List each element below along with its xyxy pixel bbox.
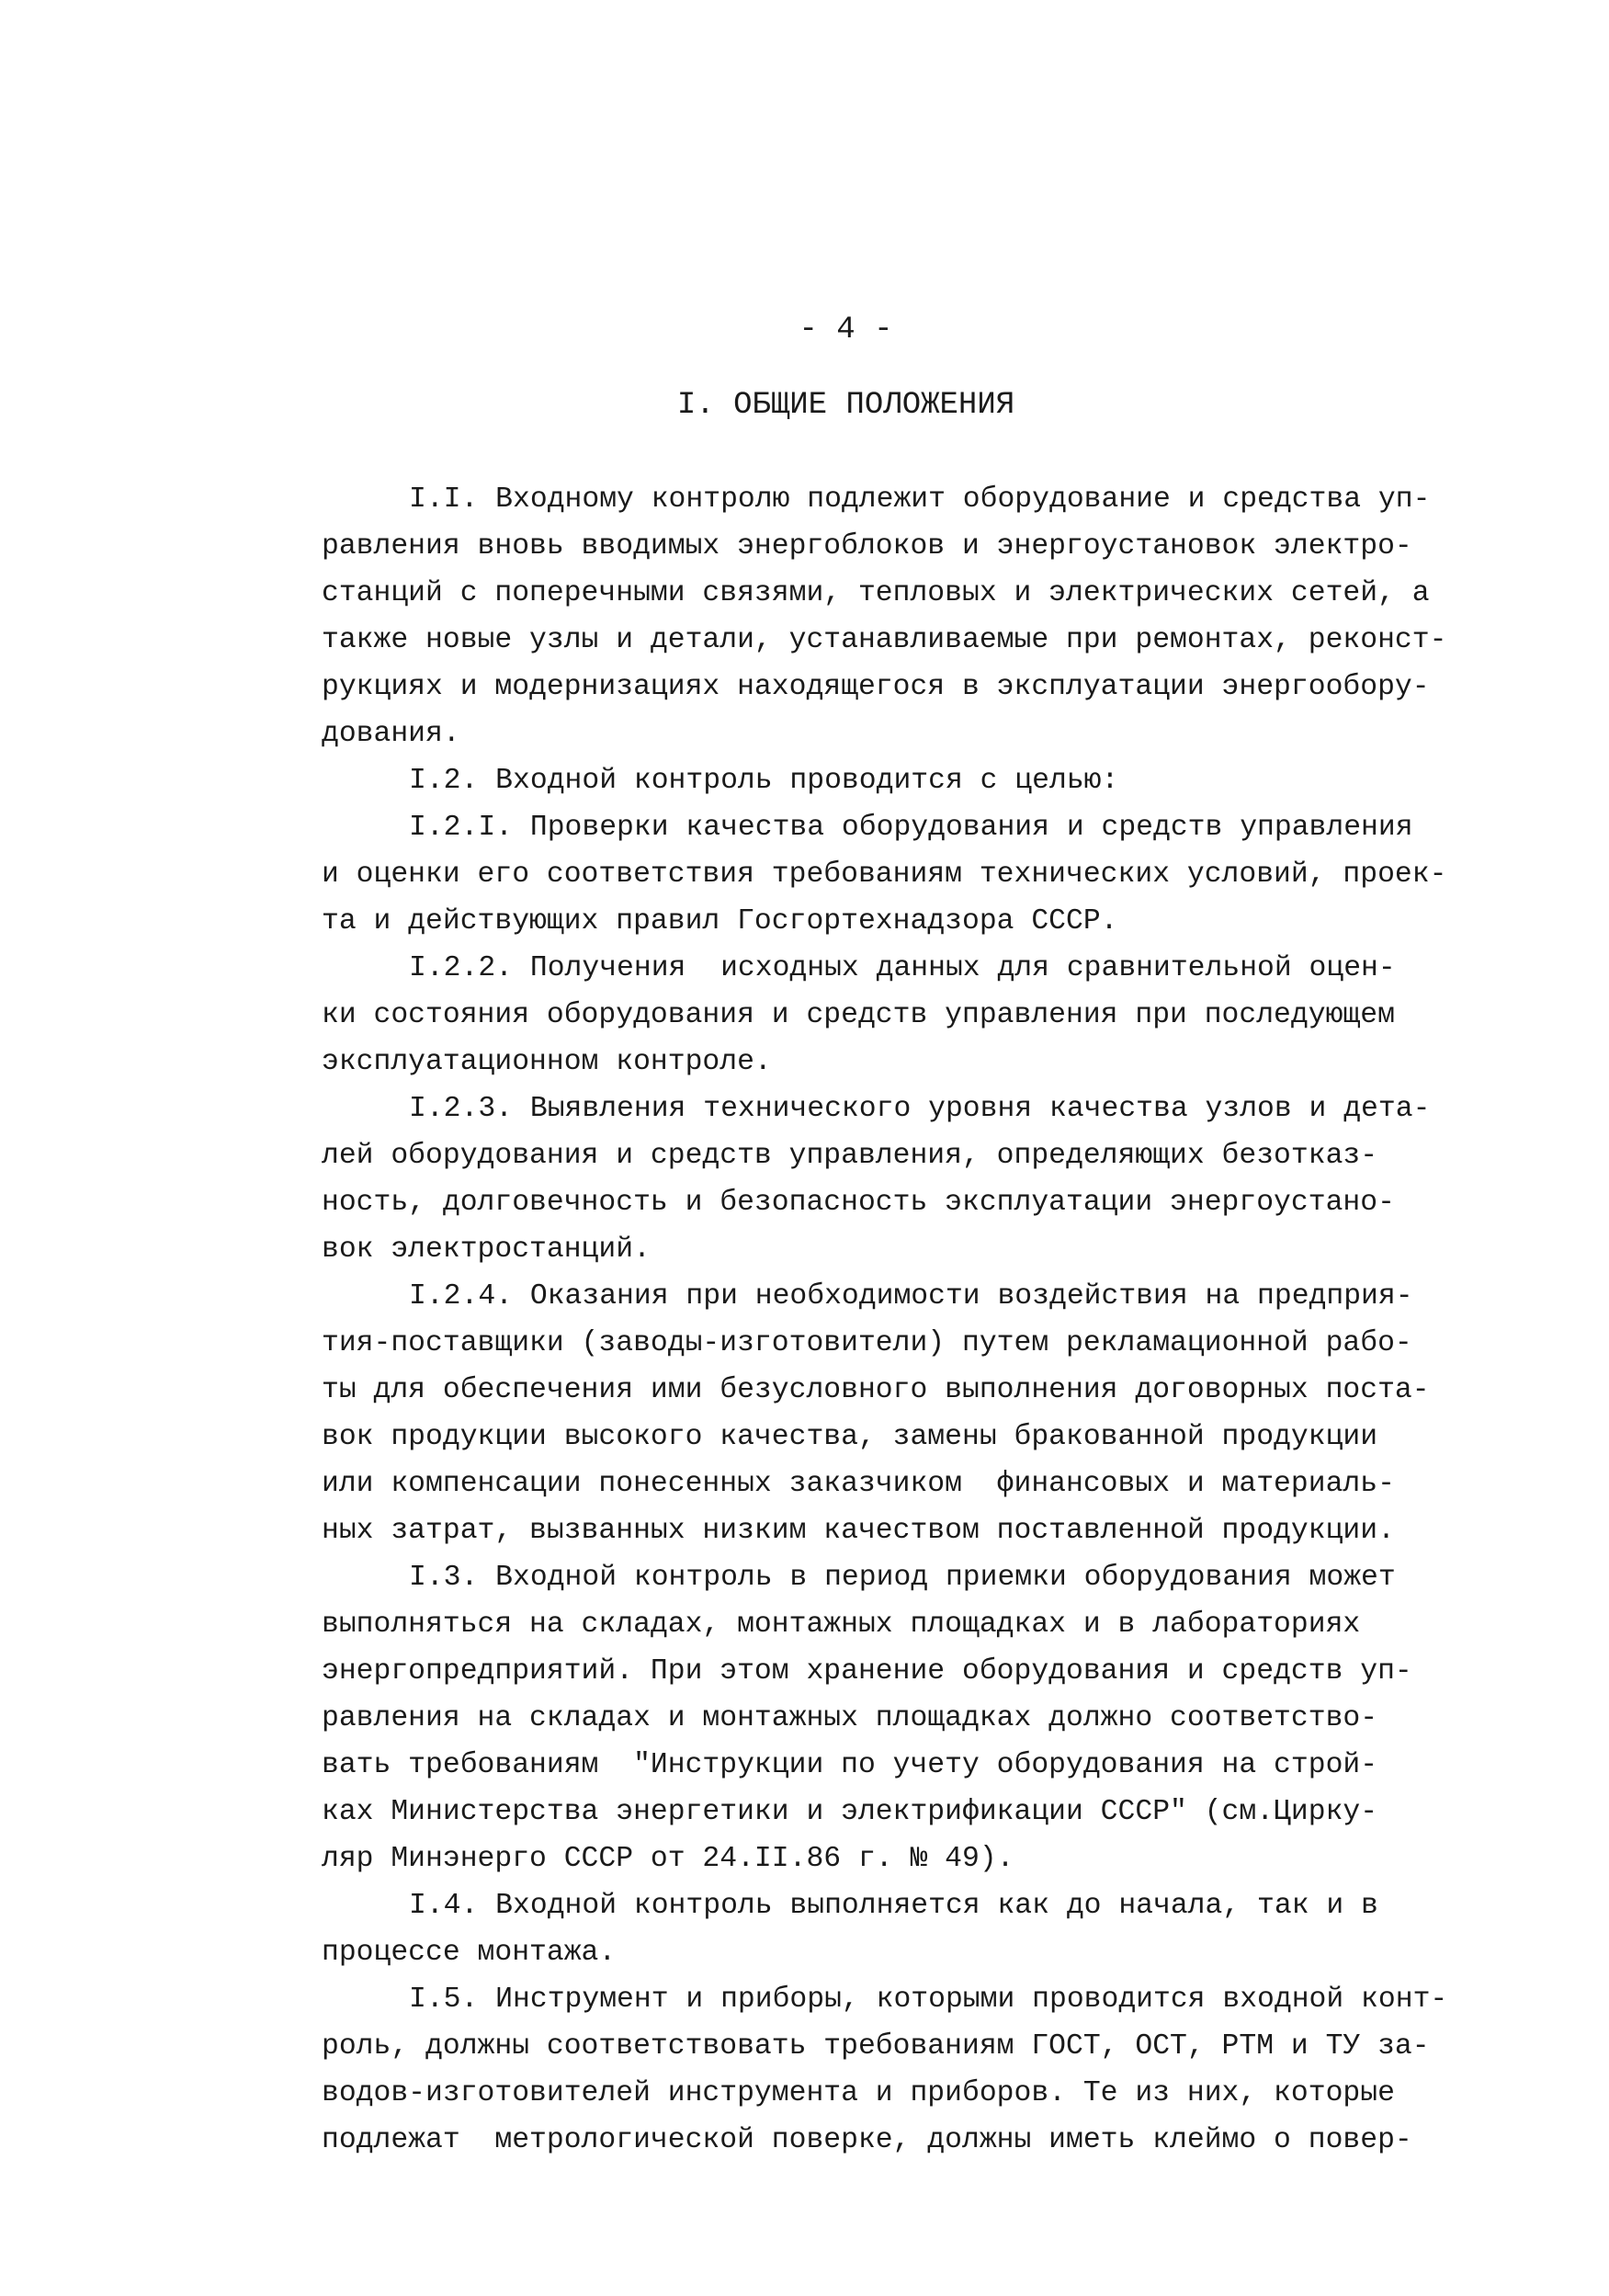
page-number: - 4 - bbox=[799, 313, 893, 347]
text-line: также новые узлы и детали, устанавливаемые при ремонтах, реконст- bbox=[322, 624, 1447, 656]
text-line: тия-поставщики (заводы-изготовители) путем рекламационной рабо- bbox=[322, 1327, 1412, 1359]
text-line: процессе монтажа. bbox=[322, 1937, 617, 1969]
text-line: ных затрат, вызванных низким качеством поставленной продукции. bbox=[322, 1515, 1395, 1547]
body-text bbox=[322, 476, 1507, 2164]
section-title: I. ОБЩИЕ ПОЛОЖЕНИЯ bbox=[676, 388, 1015, 423]
text-line: энергопредприятий. При этом хранение оборудования и средств уп- bbox=[322, 1655, 1412, 1688]
text-line: водов-изготовителей инструмента и приборов. Те из них, которые bbox=[322, 2077, 1395, 2109]
text-line: подлежат метрологической поверке, должны иметь клеймо о повер- bbox=[322, 2124, 1412, 2156]
text-line: равления вновь вводимых энергоблоков и энергоустановок электро- bbox=[322, 530, 1412, 563]
text-line: рукциях и модернизациях находящегося в эксплуатации энергообору- bbox=[322, 671, 1430, 703]
text-line: I.I. Входному контролю подлежит оборудование и средства уп- bbox=[409, 483, 1431, 516]
text-line: ность, долговечность и безопасность эксплуатации энергоустано- bbox=[322, 1187, 1395, 1219]
text-line: I.4. Входной контроль выполняется как до начала, так и в bbox=[409, 1890, 1378, 1922]
text-line: или компенсации понесенных заказчиком финансовых и материаль- bbox=[322, 1468, 1395, 1500]
text-line: ках Министерства энергетики и электрификации СССР" (см.Цирку- bbox=[322, 1796, 1378, 1828]
text-line: I.2.I. Проверки качества оборудования и средств управления bbox=[409, 812, 1413, 844]
text-line: I.2.3. Выявления технического уровня качества узлов и дета- bbox=[409, 1093, 1431, 1125]
text-line: вок продукции высокого качества, замены бракованной продукции bbox=[322, 1421, 1378, 1453]
text-line: равления на складах и монтажных площадках должно соответство- bbox=[322, 1702, 1378, 1734]
text-line: эксплуатационном контроле. bbox=[322, 1046, 772, 1078]
text-line: I.3. Входной контроль в период приемки оборудования может bbox=[409, 1562, 1396, 1594]
text-line: ты для обеспечения ими безусловного выполнения договорных поста- bbox=[322, 1374, 1430, 1406]
text-line: роль, должны соответствовать требованиям ГОСТ, ОСТ, РТМ и ТУ за- bbox=[322, 2030, 1430, 2063]
text-line: I.2.2. Получения исходных данных для сравнительной оцен- bbox=[409, 952, 1396, 984]
text-line: и оценки его соответствия требованиям технических условий, проек- bbox=[322, 858, 1447, 891]
text-line: вать требованиям "Инструкции по учету оборудования на строй- bbox=[322, 1749, 1378, 1781]
text-line: вок электростанций. bbox=[322, 1233, 651, 1266]
text-line: дования. bbox=[322, 718, 460, 750]
text-line: I.5. Инструмент и приборы, которыми проводится входной конт- bbox=[409, 1983, 1448, 2016]
text-line: станций с поперечными связями, тепловых и электрических сетей, а bbox=[322, 577, 1430, 609]
text-line: I.2. Входной контроль проводится с целью: bbox=[409, 765, 1119, 797]
text-line: ки состояния оборудования и средств управления при последующем bbox=[322, 999, 1395, 1031]
text-line: лей оборудования и средств управления, определяющих безотказ- bbox=[322, 1140, 1378, 1172]
text-line: та и действующих правил Госгортехнадзора СССР. bbox=[322, 905, 1118, 938]
text-line: выполняться на складах, монтажных площадках и в лабораториях bbox=[322, 1608, 1361, 1641]
text-line: ляр Минэнерго СССР от 24.II.86 г. № 49). bbox=[322, 1843, 1014, 1875]
text-line: I.2.4. Оказания при необходимости воздействия на предприя- bbox=[409, 1280, 1413, 1313]
